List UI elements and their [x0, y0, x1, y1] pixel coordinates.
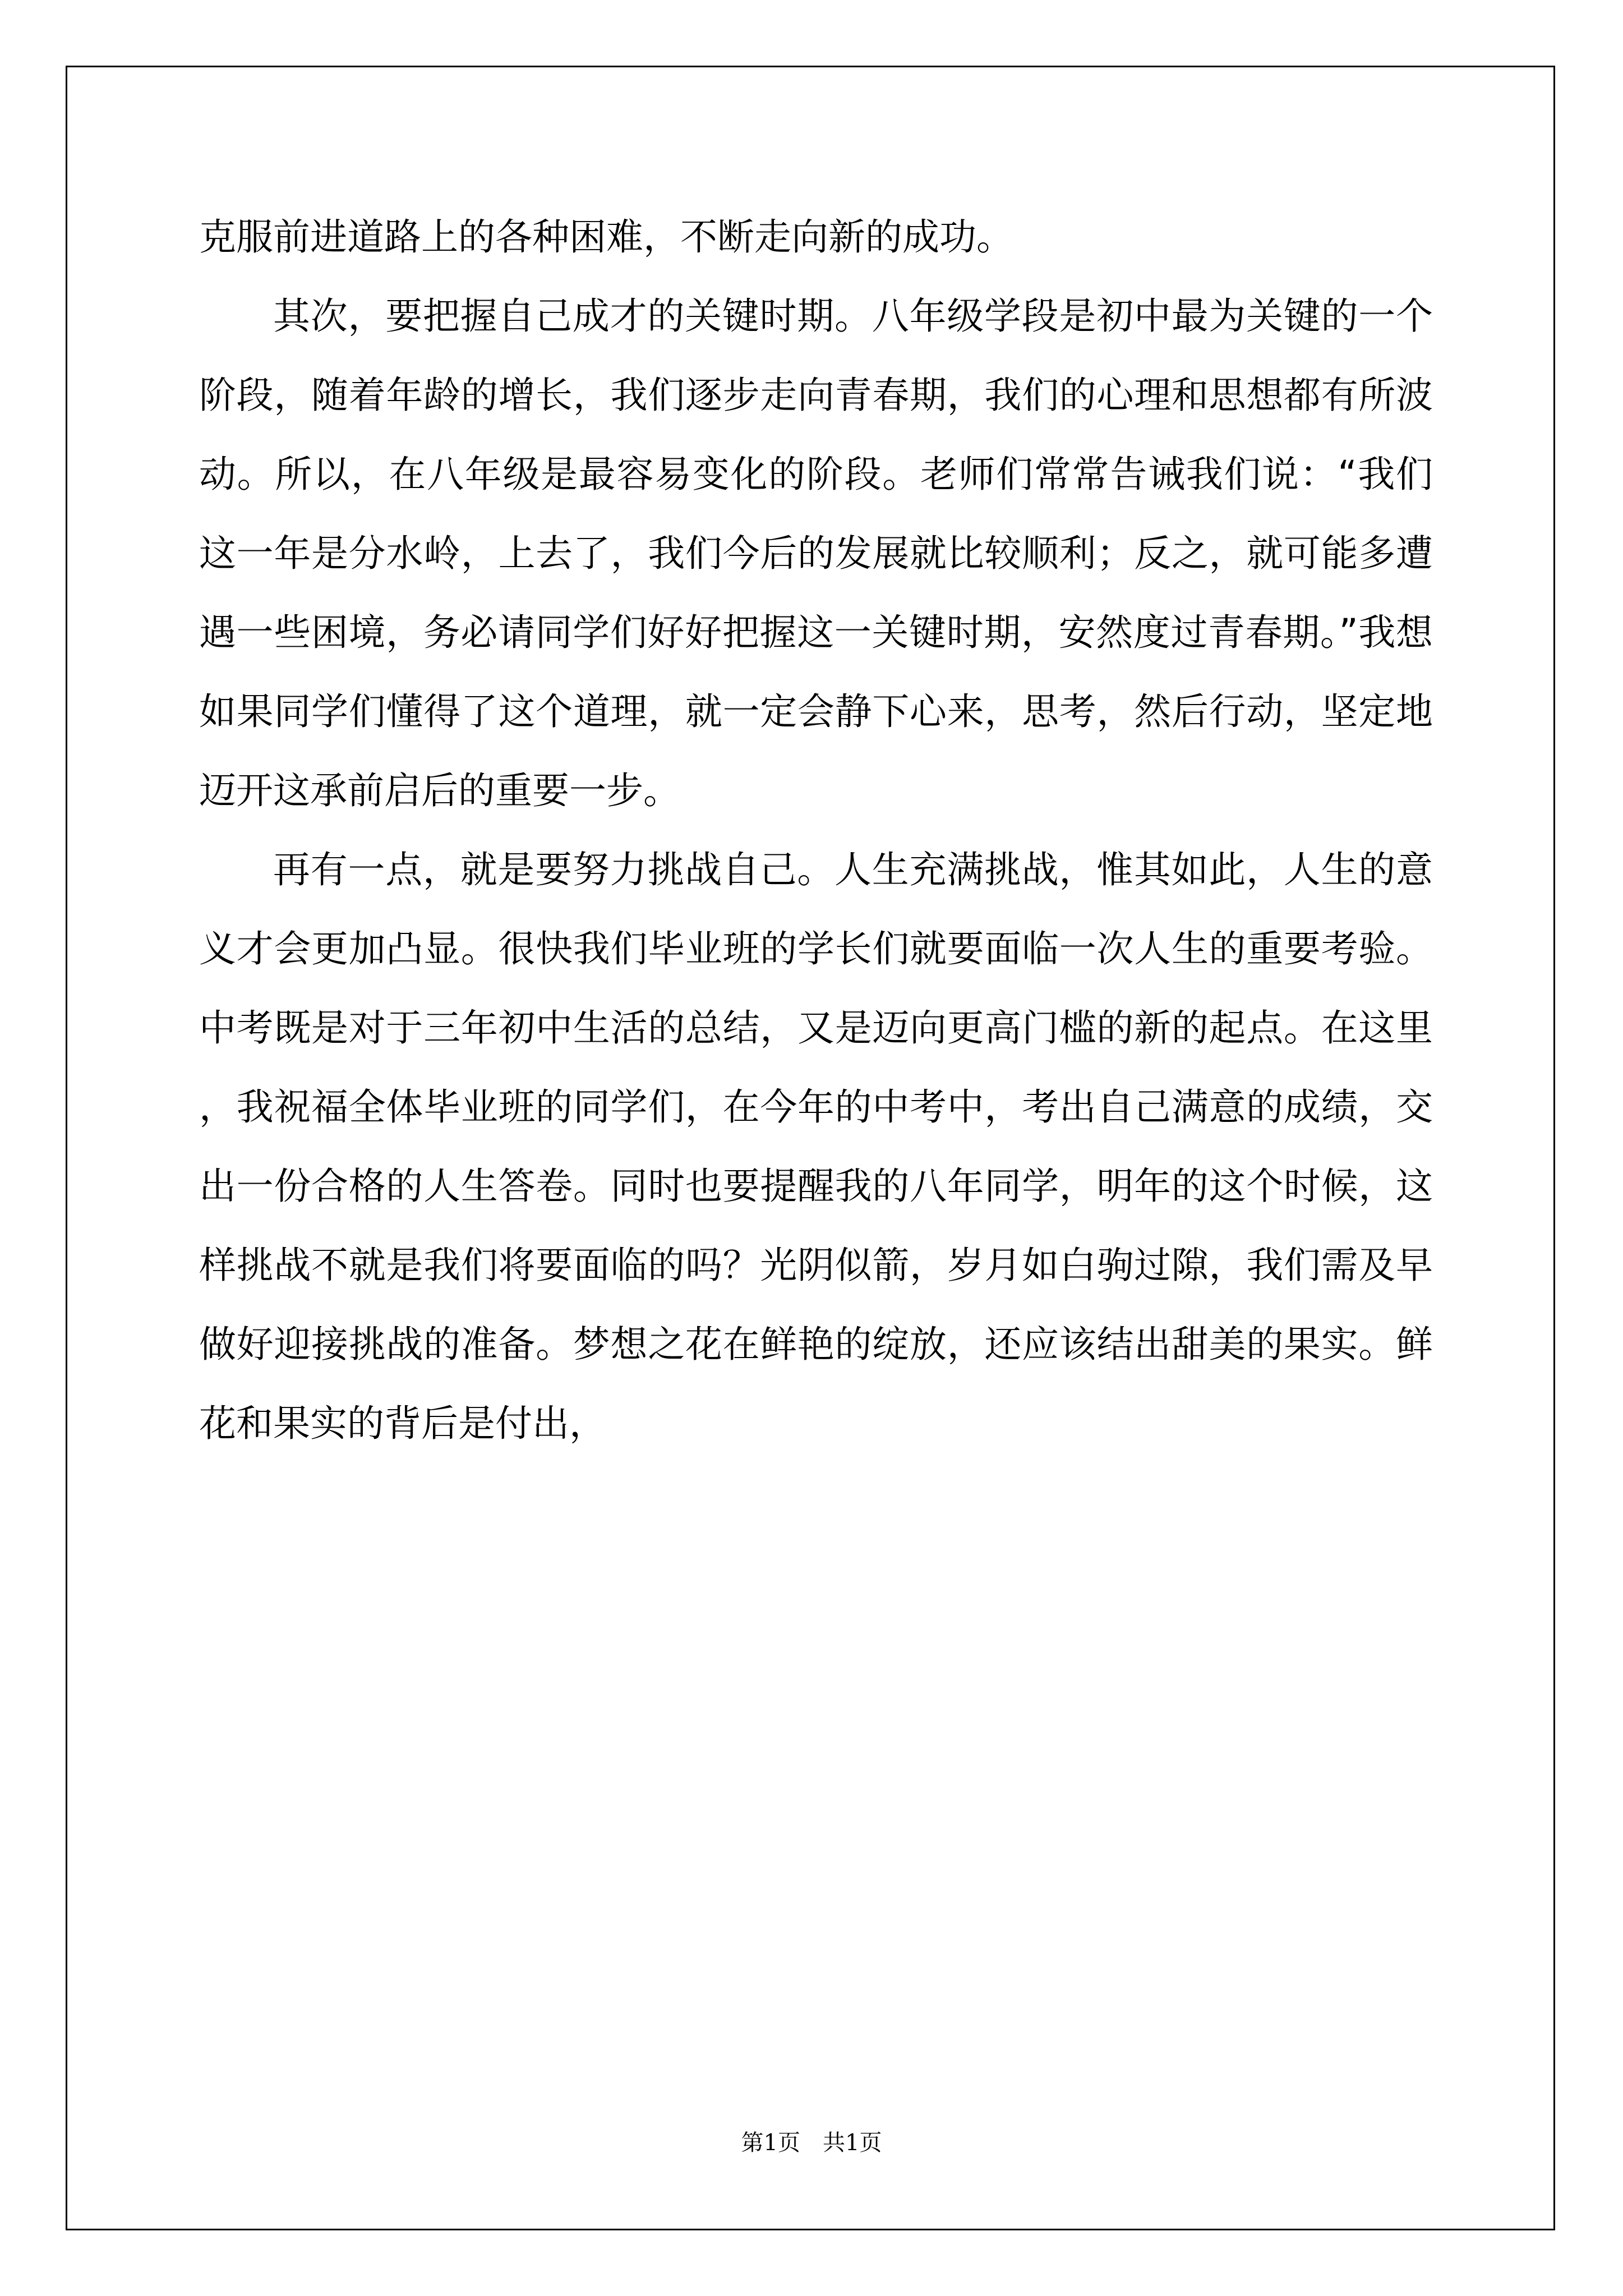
document-body	[199, 197, 1433, 1463]
page-number-current: 第1页	[741, 2130, 800, 2156]
paragraph-1: 克服前进道路上的各种困难，不断走向新的成功。	[199, 215, 1013, 259]
paragraph-3: 再有一点，就是要努力挑战自己。人生充满挑战，惟其如此，人生的意义才会更加凸显。很快我们毕业班的学长们就要面临一次人生的重要考验。中考既是对于三年初中生活的总结，又是迈向更高门槛的新的起点。在这里，我祝福全体毕业班的同学们，在今年的中考中，考出自己满意的成绩，交出一份合格的人生答卷。同时也要提醒我的八年同学，明年的这个时候，这样挑战不就是我们将要面临的吗？光阴似箭，岁月如白驹过隙，我们需及早做好迎接挑战的准备。梦想之花在鲜艳的绽放，还应该结出甜美的果实。鲜花和果实的背后是付出，	[199, 848, 1433, 1445]
paragraph-2: 其次，要把握自己成才的关键时期。八年级学段是初中最为关键的一个阶段，随着年龄的增长，我们逐步走向青春期，我们的心理和思想都有所波动。所以，在八年级是最容易变化的阶段。老师们常常告诫我们说：“我们这一年是分水岭，上去了，我们今后的发展就比较顺利；反之，就可能多遭遇一些困境，务必请同学们好好把握这一关键时期，安然度过青春期。”我想如果同学们懂得了这个道理，就一定会静下心来，思考，然后行动，坚定地迈开这承前启后的重要一步。	[199, 295, 1433, 812]
page-number-total: 共1页	[823, 2130, 882, 2156]
page-footer	[0, 2126, 1623, 2160]
